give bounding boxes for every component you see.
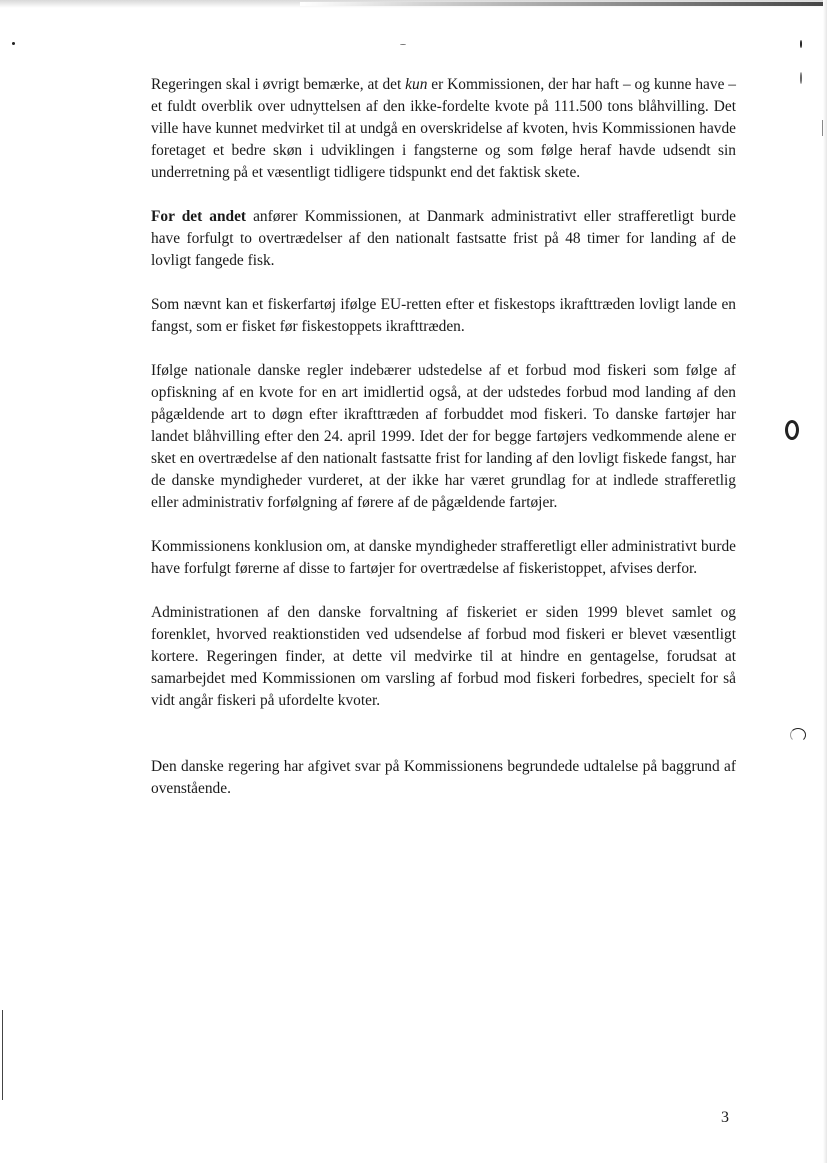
paragraph-konklusion-afvises: Kommissionens konklusion om, at danske myndigheder strafferetligt eller administrativt burde have forfulgt førerne af disse to fartøjer for overtrædelse af fiskeristoppet, afvises derfor. [151,538,736,577]
scan-edge-line [2,1010,3,1100]
scan-edge-line [822,120,823,136]
paragraph-lead-bold: For det andet [151,208,247,225]
scan-speck [12,42,15,45]
scan-speck [800,40,802,48]
scan-speck [400,44,406,45]
paragraph-administrationen: Administrationen af den danske forvaltning af fiskeriet er siden 1999 blevet samlet og forenklet, hvorved reaktionstiden ved udsendelse af forbud mod fiskeri er blevet væsentligt kortere. Regeringen finder, at dette vil medvirke til at hindre en gentagelse, forudsat at samarbejdet med Kommissionen om varsling af forbud mod fiskeri forbedres, specielt for så vidt angår fiskeri på ufordelte kvoter. [151,604,736,709]
paragraph-nationale-regler: Ifølge nationale danske regler indebærer udstedelse af et forbud mod fiskeri som følge af opfiskning af en kvote for en art imidlertid også, at der udstedes forbud mod landing af den pågældende art to døgn efter ikrafttræden af forbuddet mod fiskeri. To danske fartøjer har landet blåhvilling efter den 24. april 1999. Idet der for begge fartøjers vedkommende alene er sket en overtrædelse af den nationalt fastsatte frist for landing af den lovligt fiskede fangst, har de danske myndigheder vurderet, at der ikke har været grundlag for at indlede strafferetlig eller administrativ forfølgning af førere af de pågældende fartøjer. [151,362,736,511]
paragraph-for-det-andet [151,206,736,272]
page-number: 3 [721,1109,729,1126]
emphasis-kun: kun [405,76,428,93]
paragraph-text: Regeringen skal i øvrigt bemærke, at det [151,76,406,93]
paragraph-kommissionen-overblik [151,74,736,184]
document-body [151,74,736,800]
paragraph-svar: Den danske regering har afgivet svar på Kommissionens begrundede udtalelse på baggrund af ovenstående. [151,758,736,797]
scan-speck [800,72,802,84]
punch-hole-mark [785,420,799,440]
scan-right-edge [823,0,827,1163]
punch-hole-mark-faint [790,728,806,742]
scan-top-line [300,2,827,6]
paragraph-text: anfører Kommissionen, at Danmark administrativt eller strafferetligt burde have forfulgt to overtrædelser af den nationalt fastsatte frist på 48 timer for landing af de lovligt fangede fisk. [151,208,736,269]
paragraph-eu-retten: Som nævnt kan et fiskerfartøj ifølge EU-retten efter et fiskestops ikrafttræden lovligt lande en fangst, som er fisket før fiskestoppets ikrafttræden. [151,296,736,335]
paragraph-text: er Kommissionen, der har haft – og kunne have – et fuldt overblik over udnyttelsen af den ikke-fordelte kvote på 111.500 tons blåhvilling. Det ville have kunnet medvirket til at undgå en overskridelse af kvoten, hvis Kommissionen havde foretaget et bedre skøn i udviklingen i fangsterne og som følge heraf havde udsendt sin underretning på et væsentligt tidligere tidspunkt end det faktisk skete. [151,76,736,181]
